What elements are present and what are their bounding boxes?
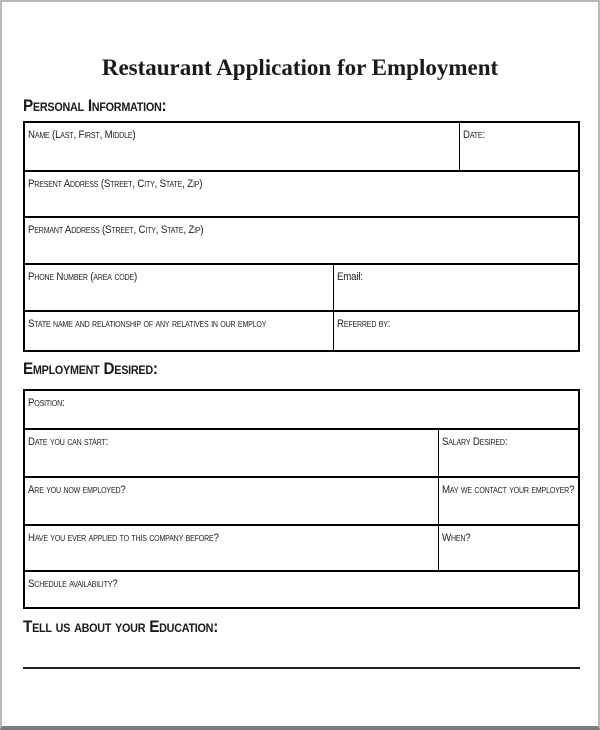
name-label: Name (Last, First, Middle) — [28, 129, 136, 141]
schedule-availability-field[interactable] — [25, 572, 578, 607]
personal-information-heading-text: Personal Information: — [23, 96, 167, 115]
present-address-label: Present Address (Street, City, State, Zip) — [28, 178, 203, 190]
now-employed-label: Are you now employed? — [28, 484, 126, 496]
contact-employer-field[interactable] — [439, 478, 578, 524]
referred-by-label: Referred by: — [337, 318, 391, 330]
position-label: Position: — [28, 397, 65, 409]
employment-desired-heading-text: Employment Desired: — [23, 359, 158, 378]
name-field[interactable] — [25, 123, 460, 170]
table-row — [25, 216, 578, 263]
phone-number-field[interactable] — [25, 265, 334, 310]
now-employed-field[interactable] — [25, 478, 439, 524]
personal-information-table — [23, 121, 580, 352]
date-label: Date: — [463, 129, 485, 141]
date-field[interactable] — [460, 123, 578, 170]
position-field[interactable] — [25, 391, 578, 428]
applied-before-label: Have you ever applied to this company before? — [28, 532, 219, 544]
permanent-address-label: Permant Address (Street, City, State, Zip) — [28, 224, 204, 236]
employment-desired-heading — [23, 360, 173, 379]
email-label: Email: — [337, 271, 363, 283]
start-date-label: Date you can start: — [28, 436, 109, 448]
applied-before-field[interactable] — [25, 526, 439, 570]
permanent-address-field[interactable] — [25, 218, 578, 263]
table-row — [25, 524, 578, 570]
table-row — [25, 263, 578, 310]
phone-number-label: Phone Number (area code) — [28, 271, 138, 283]
education-heading — [23, 618, 240, 637]
personal-information-heading — [23, 97, 182, 116]
salary-desired-field[interactable] — [439, 430, 578, 476]
education-heading-text: Tell us about your Education: — [23, 617, 219, 636]
relatives-field[interactable] — [25, 312, 334, 350]
email-field[interactable] — [334, 265, 578, 310]
table-row — [25, 170, 578, 216]
when-label: When? — [442, 532, 471, 544]
contact-employer-label: May we contact your employer? — [442, 484, 575, 496]
education-answer-line[interactable] — [23, 667, 580, 669]
salary-desired-label: Salary Desired: — [442, 436, 508, 448]
table-row — [25, 570, 578, 607]
referred-by-field[interactable] — [334, 312, 578, 350]
relatives-label: State name and relationship of any relatives in our employ — [28, 318, 267, 330]
when-field[interactable] — [439, 526, 578, 570]
start-date-field[interactable] — [25, 430, 439, 476]
table-row — [25, 391, 578, 428]
employment-desired-table — [23, 389, 580, 609]
present-address-field[interactable] — [25, 172, 578, 216]
table-row — [25, 476, 578, 524]
table-row — [25, 123, 578, 170]
table-row — [25, 310, 578, 350]
table-row — [25, 428, 578, 476]
form-title: Restaurant Application for Employment — [101, 55, 499, 80]
schedule-availability-label: Schedule availability? — [28, 578, 118, 590]
